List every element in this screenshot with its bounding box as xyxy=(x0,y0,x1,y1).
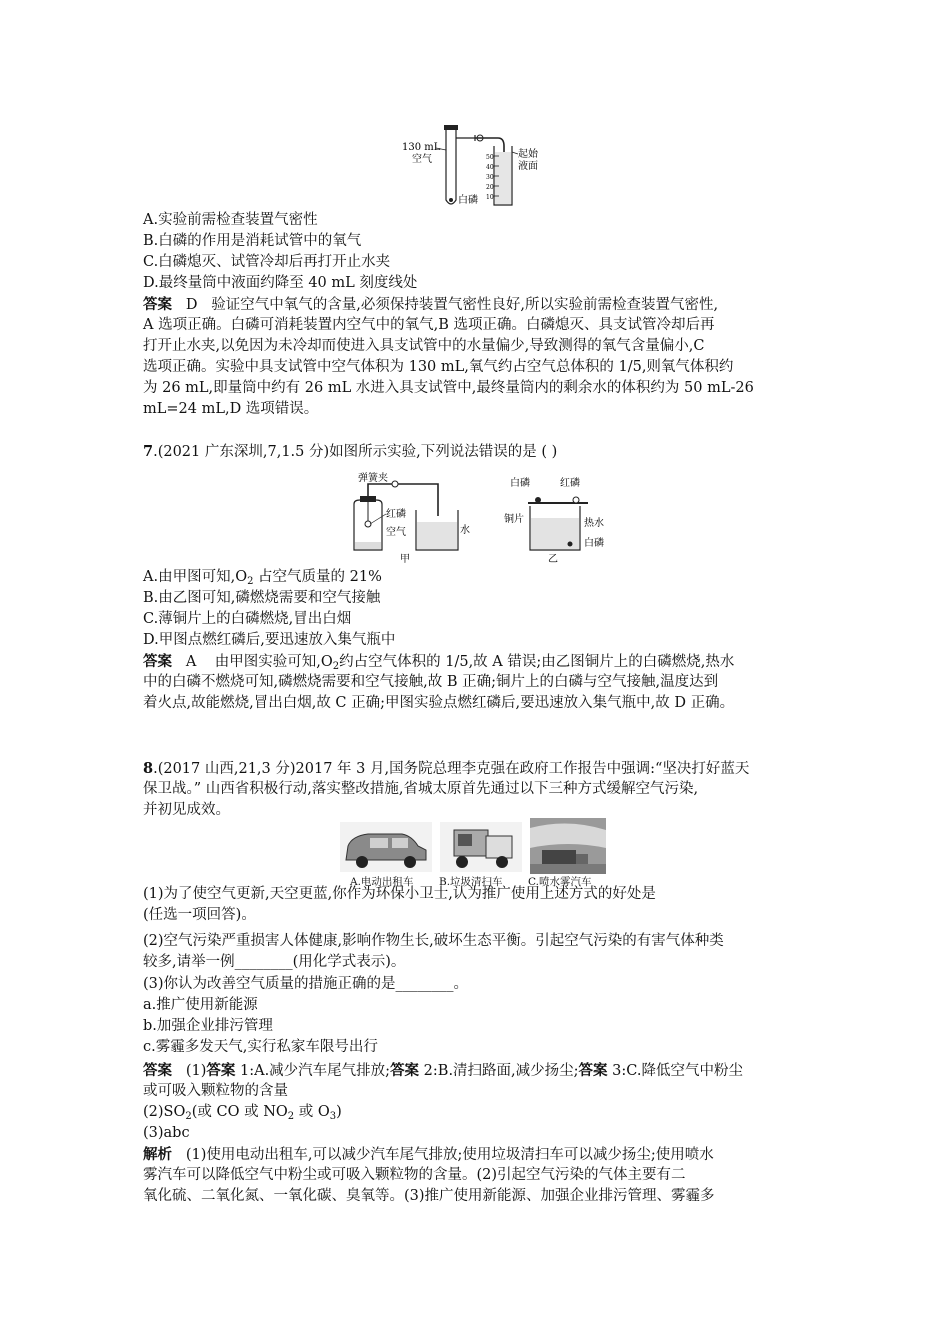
answer-label: 答案 xyxy=(143,653,172,670)
answer-text: 由甲图实验可知,O xyxy=(214,654,333,670)
answer-label: 答案 xyxy=(390,1062,420,1079)
water-label: 水 xyxy=(460,525,470,536)
caption-a: A.电动出租车 xyxy=(350,876,414,888)
answer-label: 答案 xyxy=(143,296,172,313)
q8-analysis-text: 氧化硫、二氧化氮、一氧化碳、臭氧等。(3)推广使用新能源、加强企业排污管理、雾霾多 xyxy=(143,1188,715,1204)
q7-option-d: D.甲图点燃红磷后,要迅速放入集气瓶中 xyxy=(143,632,396,648)
answer-text: (或 CO 或 NO xyxy=(191,1104,288,1120)
level-label: 液面 xyxy=(518,161,538,172)
q8-answer-line xyxy=(143,1060,743,1082)
test-tube xyxy=(446,130,456,204)
q7-answer-text: 中的白磷不燃烧可知,磷燃烧需要和空气接触,故 B 正确;铜片上的白磷与空气接触,温度达到 xyxy=(143,674,719,690)
bottle-water xyxy=(355,542,381,549)
air-label: 空气 xyxy=(386,527,406,538)
q8-sub-question: (3)你认为改善空气质量的措施正确的是________。 xyxy=(143,976,469,992)
answer-text: 3:C.降低空气中粉尘 xyxy=(607,1063,743,1079)
q8-choice-b: b.加强企业排污管理 xyxy=(143,1018,273,1034)
q7-option-b: B.由乙图可知,磷燃烧需要和空气接触 xyxy=(143,590,381,606)
answer-text: (2)SO xyxy=(143,1104,186,1120)
q8-stem-line: 保卫战。” 山西省积极行动,落实整改措施,省城太原首先通过以下三种方式缓解空气污染, xyxy=(143,781,699,797)
q6-answer-text: 选项正确。实验中具支试管中空气体积为 130 mL,氧气约占空气总体积的 1/5,则氧气体积约 xyxy=(143,359,734,375)
q6-option-c: C.白磷熄灭、试管冷却后再打开止水夹 xyxy=(143,254,391,270)
stopper xyxy=(444,125,458,130)
answer-text: ) xyxy=(336,1104,342,1120)
answer-text: (1) xyxy=(185,1063,207,1079)
q6-answer-line xyxy=(143,294,718,316)
red-p-top-label: 红磷 xyxy=(560,478,580,489)
electric-taxi-photo xyxy=(340,822,432,872)
tick-label: 50 xyxy=(486,154,494,161)
analysis-label: 解析 xyxy=(143,1146,172,1163)
subscript: 2 xyxy=(332,661,340,672)
subscript: 2 xyxy=(247,576,254,587)
q6-option-a: A.实验前需检查装置气密性 xyxy=(143,212,318,228)
question-number: 7 xyxy=(143,443,154,460)
copper-label: 铜片 xyxy=(504,514,524,525)
q6-answer-text: 打开止水夹,以免因为未冷却而使进入具支试管中的水量偏少,导致测得的氧气含量偏小,C xyxy=(143,338,705,354)
clip-label: 弹簧夹 xyxy=(358,473,388,484)
q8-stem-line: 并初见成效。 xyxy=(143,802,230,818)
subscript: 2 xyxy=(185,1111,192,1122)
q8-choice-c: c.雾霾多发天气,实行私家车限号出行 xyxy=(143,1039,378,1055)
bottle-stopper xyxy=(360,496,376,502)
q6-apparatus-figure xyxy=(400,120,550,212)
question-stem: .(2017 山西,21,3 分)2017 年 3 月,国务院总理李克强在政府工作报告中强调:“坚决打好蓝天 xyxy=(153,761,750,777)
answer-label: 答案 xyxy=(206,1062,236,1079)
q7-answer-text: 着火点,故能燃烧,冒出白烟,故 C 正确;甲图实验点燃红磷后,要迅速放入集气瓶中,故 D 正确。 xyxy=(143,695,735,711)
phosphorus-label: 白磷 xyxy=(458,195,478,206)
q8-answer-text: 或可吸入颗粒物的含量 xyxy=(143,1083,288,1099)
caption-b: B.垃圾清扫车 xyxy=(439,876,503,888)
tick-label: 30 xyxy=(486,174,494,181)
answer-text: 验证空气中氧气的含量,必须保持装置气密性良好,所以实验前需检查装置气密性, xyxy=(211,297,719,313)
q7-apparatus-figure xyxy=(340,470,620,565)
q6-option-d: D.最终量筒中液面约降至 40 mL 刻度线处 xyxy=(143,275,418,291)
answer-label: 答案 xyxy=(578,1062,608,1079)
yi-label: 乙 xyxy=(548,554,558,565)
start-label: 起始 xyxy=(518,149,538,160)
q8-sub-question: (2)空气污染严重损害人体健康,影响作物生长,破坏生态平衡。引起空气污染的有害气体种类 xyxy=(143,933,724,949)
answer-value: D xyxy=(185,297,198,313)
q8-answer-text: (3)abc xyxy=(143,1125,190,1141)
q8-choice-a: a.推广使用新能源 xyxy=(143,997,258,1013)
analysis-text: (1)使用电动出租车,可以减少汽车尾气排放;使用垃圾清扫车可以减少扬尘;使用喷水 xyxy=(185,1147,714,1163)
question-number: 8 xyxy=(143,760,154,777)
volume-label: 130 mL xyxy=(402,142,441,153)
answer-text: 或 O xyxy=(294,1104,330,1120)
tick-label: 20 xyxy=(486,184,494,191)
q8-analysis-text: 雾汽车可以降低空气中粉尘或可吸入颗粒物的含量。(2)引起空气污染的气体主要有二 xyxy=(143,1167,686,1183)
subscript: 2 xyxy=(287,1111,295,1122)
answer-label: 答案 xyxy=(143,1062,172,1079)
q6-answer-text: A 选项正确。白磷可消耗装置内空气中的氧气,B 选项正确。白磷熄灭、具支试管冷却后再 xyxy=(143,317,715,333)
q6-answer-text: 为 26 mL,即量筒中约有 26 mL 水进入具支试管中,最终量筒内的剩余水的体积约为 50 mL-26 xyxy=(143,380,754,396)
q8-sub-question: (1)为了使空气更新,天空更蓝,你作为环保小卫士,认为推广使用上述方式的好处是 xyxy=(143,886,656,902)
q6-option-b: B.白磷的作用是消耗试管中的氧气 xyxy=(143,233,362,249)
white-p-top-label: 白磷 xyxy=(510,478,530,489)
side-arm xyxy=(456,135,475,141)
answer-text: 2:B.清扫路面,减少扬尘; xyxy=(419,1063,579,1079)
subscript: 3 xyxy=(329,1111,337,1122)
q7-option-c: C.薄铜片上的白磷燃烧,冒出白烟 xyxy=(143,611,352,627)
air-label: 空气 xyxy=(412,154,432,165)
tick-label: 10 xyxy=(486,194,494,201)
white-p-bottom-label: 白磷 xyxy=(584,538,604,549)
red-p-label: 红磷 xyxy=(386,509,406,520)
question-stem: .(2021 广东深圳,7,1.5 分)如图所示实验,下列说法错误的是 ( ) xyxy=(153,444,558,460)
clamp-icon xyxy=(392,481,398,487)
answer-text: 约占空气体积的 1/5,故 A 错误;由乙图铜片上的白磷燃烧,热水 xyxy=(339,654,735,670)
q6-answer-text: mL=24 mL,D 选项错误。 xyxy=(143,401,319,417)
jia-label: 甲 xyxy=(400,554,410,565)
option-text: A.由甲图可知,O xyxy=(143,569,248,585)
street-sweeper-photo xyxy=(440,822,522,872)
answer-text: 1:A.减少汽车尾气排放; xyxy=(235,1063,391,1079)
hot-water-label: 热水 xyxy=(584,518,604,529)
spray-truck-photo xyxy=(530,818,606,874)
q8-stem xyxy=(143,758,749,780)
q8-analysis-line xyxy=(143,1144,714,1166)
tick-label: 40 xyxy=(486,164,494,171)
q7-stem xyxy=(143,441,557,463)
beaker-water xyxy=(417,522,457,549)
caption-c: C.喷水雾汽车 xyxy=(528,876,592,888)
answer-value: A xyxy=(185,654,197,670)
option-text: 占空气质量的 21% xyxy=(253,569,382,585)
q8-sub-question: (任选一项回答)。 xyxy=(143,907,256,923)
q8-sub-question: 较多,请举一例________(用化学式表示)。 xyxy=(143,954,406,970)
